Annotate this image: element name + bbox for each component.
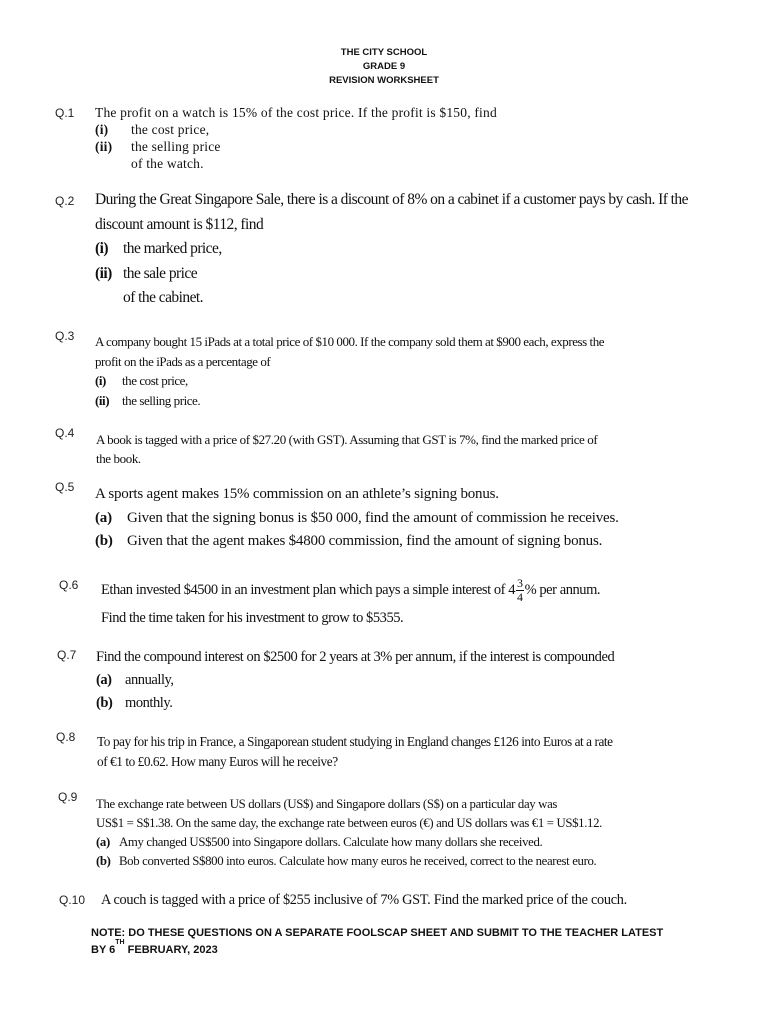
part-a (96, 833, 602, 852)
question-number: Q.8 (56, 730, 76, 744)
question-tail: of the watch. (131, 156, 204, 171)
question-tail: of the cabinet. (123, 289, 203, 306)
part-label: (b) (95, 533, 113, 549)
part-ii (95, 138, 497, 155)
question-4 (96, 430, 597, 468)
part-label: (ii) (95, 392, 110, 408)
submission-note (91, 925, 691, 959)
part-text: Given that the agent makes $4800 commission, find the amount of signing bonus. (127, 533, 603, 549)
part-b (96, 692, 614, 715)
note-deadline-start: BY 6 (91, 944, 116, 956)
question-7 (96, 646, 614, 715)
question-10 (101, 890, 627, 910)
fraction-denominator: 4 (517, 589, 523, 604)
school-name: THE CITY SCHOOL (340, 47, 428, 58)
question-6 (101, 573, 600, 630)
part-ii (95, 262, 688, 287)
part-text: the selling price (131, 139, 221, 154)
question-text-start: Ethan invested $4500 in an investment plan which pays a simple interest of 4 (101, 581, 515, 598)
part-a (95, 507, 619, 531)
part-b (96, 852, 602, 871)
question-text: the book. (96, 451, 141, 466)
note-line: NOTE: DO THESE QUESTIONS ON A SEPARATE FOOLSCAP SHEET AND SUBMIT TO THE TEACHER LATEST (91, 927, 664, 939)
question-number: Q.10 (59, 893, 86, 907)
part-ii (95, 391, 604, 411)
question-text: The profit on a watch is 15% of the cost price. If the profit is $150, find (95, 105, 497, 120)
part-label: (i) (95, 122, 109, 137)
question-number: Q.6 (59, 578, 79, 592)
question-3 (95, 332, 604, 410)
part-label: (ii) (95, 264, 112, 282)
part-text: Bob converted S$800 into euros. Calculate how many euros he received, correct to the nearest euro. (119, 854, 597, 868)
fraction-numerator: 3 (517, 575, 523, 590)
question-5 (95, 483, 619, 554)
part-text: the selling price. (122, 392, 201, 408)
part-label: (b) (96, 854, 111, 868)
question-text (101, 573, 600, 607)
part-a (96, 669, 614, 692)
question-text: During the Great Singapore Sale, there is a discount of 8% on a cabinet if a customer pays by cash. If the (95, 191, 688, 208)
question-9 (96, 795, 602, 871)
question-text: US$1 = S$1.38. On the same day, the exchange rate between euros (€) and US dollars was €1 = US$1.12. (96, 816, 603, 830)
question-text: discount amount is $112, find (95, 215, 264, 233)
part-label: (b) (96, 695, 113, 711)
question-text: A company bought 15 iPads at a total price of $10 000. If the company sold them at $900 each, express the (95, 334, 605, 349)
question-text: A couch is tagged with a price of $255 inclusive of 7% GST. Find the marked price of the couch. (101, 892, 627, 908)
question-number: Q.3 (55, 329, 75, 343)
part-label: (ii) (95, 139, 113, 154)
question-text: Find the compound interest on $2500 for 2 years at 3% per annum, if the interest is compounded (96, 649, 615, 665)
question-text: A sports agent makes 15% commission on an athlete’s signing bonus. (95, 486, 499, 502)
part-i (95, 121, 497, 138)
part-text: the marked price, (123, 240, 222, 257)
part-text: the cost price, (122, 373, 188, 388)
note-deadline-end: FEBRUARY, 2023 (124, 944, 218, 956)
part-text: annually, (125, 672, 174, 688)
question-number: Q.1 (55, 106, 75, 120)
part-label: (a) (96, 835, 110, 849)
question-text: of €1 to £0.62. How many Euros will he receive? (97, 753, 338, 769)
part-b (95, 530, 619, 554)
part-label: (a) (95, 509, 112, 526)
part-text: the sale price (123, 264, 198, 282)
question-text: profit on the iPads as a percentage of (95, 353, 271, 369)
grade-label: GRADE 9 (362, 61, 406, 72)
question-1 (95, 104, 497, 172)
question-text: A book is tagged with a price of $27.20 (with GST). Assuming that GST is 7%, find the marked price of (96, 432, 598, 447)
question-number: Q.2 (55, 194, 75, 208)
question-text-end: % per annum. (524, 581, 601, 598)
worksheet-title: REVISION WORKSHEET (329, 75, 439, 86)
question-number: Q.4 (55, 426, 75, 440)
question-text: Find the time taken for his investment to grow to $5355. (101, 610, 404, 626)
part-text: the cost price, (131, 122, 210, 137)
note-line (91, 939, 691, 959)
question-number: Q.9 (58, 790, 78, 804)
part-i (95, 237, 688, 262)
question-2 (95, 188, 688, 311)
question-8 (97, 732, 613, 771)
worksheet-header (0, 46, 768, 88)
question-text: To pay for his trip in France, a Singaporean student studying in England changes £126 into Euros at a rate (97, 734, 613, 749)
part-label: (i) (95, 240, 108, 257)
part-text: Given that the signing bonus is $50 000, find the amount of commission he receives. (127, 509, 619, 526)
part-label: (a) (96, 672, 112, 688)
question-number: Q.5 (55, 480, 75, 494)
question-number: Q.7 (57, 648, 77, 662)
question-text: The exchange rate between US dollars (US$) and Singapore dollars (S$) on a particular day was (96, 797, 558, 811)
part-label: (i) (95, 373, 106, 388)
part-text: monthly. (125, 695, 173, 711)
fraction (516, 577, 524, 604)
part-i (95, 371, 604, 391)
part-text: Amy changed US$500 into Singapore dollars. Calculate how many dollars she received. (119, 835, 543, 849)
note-ordinal-suffix: TH (115, 939, 125, 947)
